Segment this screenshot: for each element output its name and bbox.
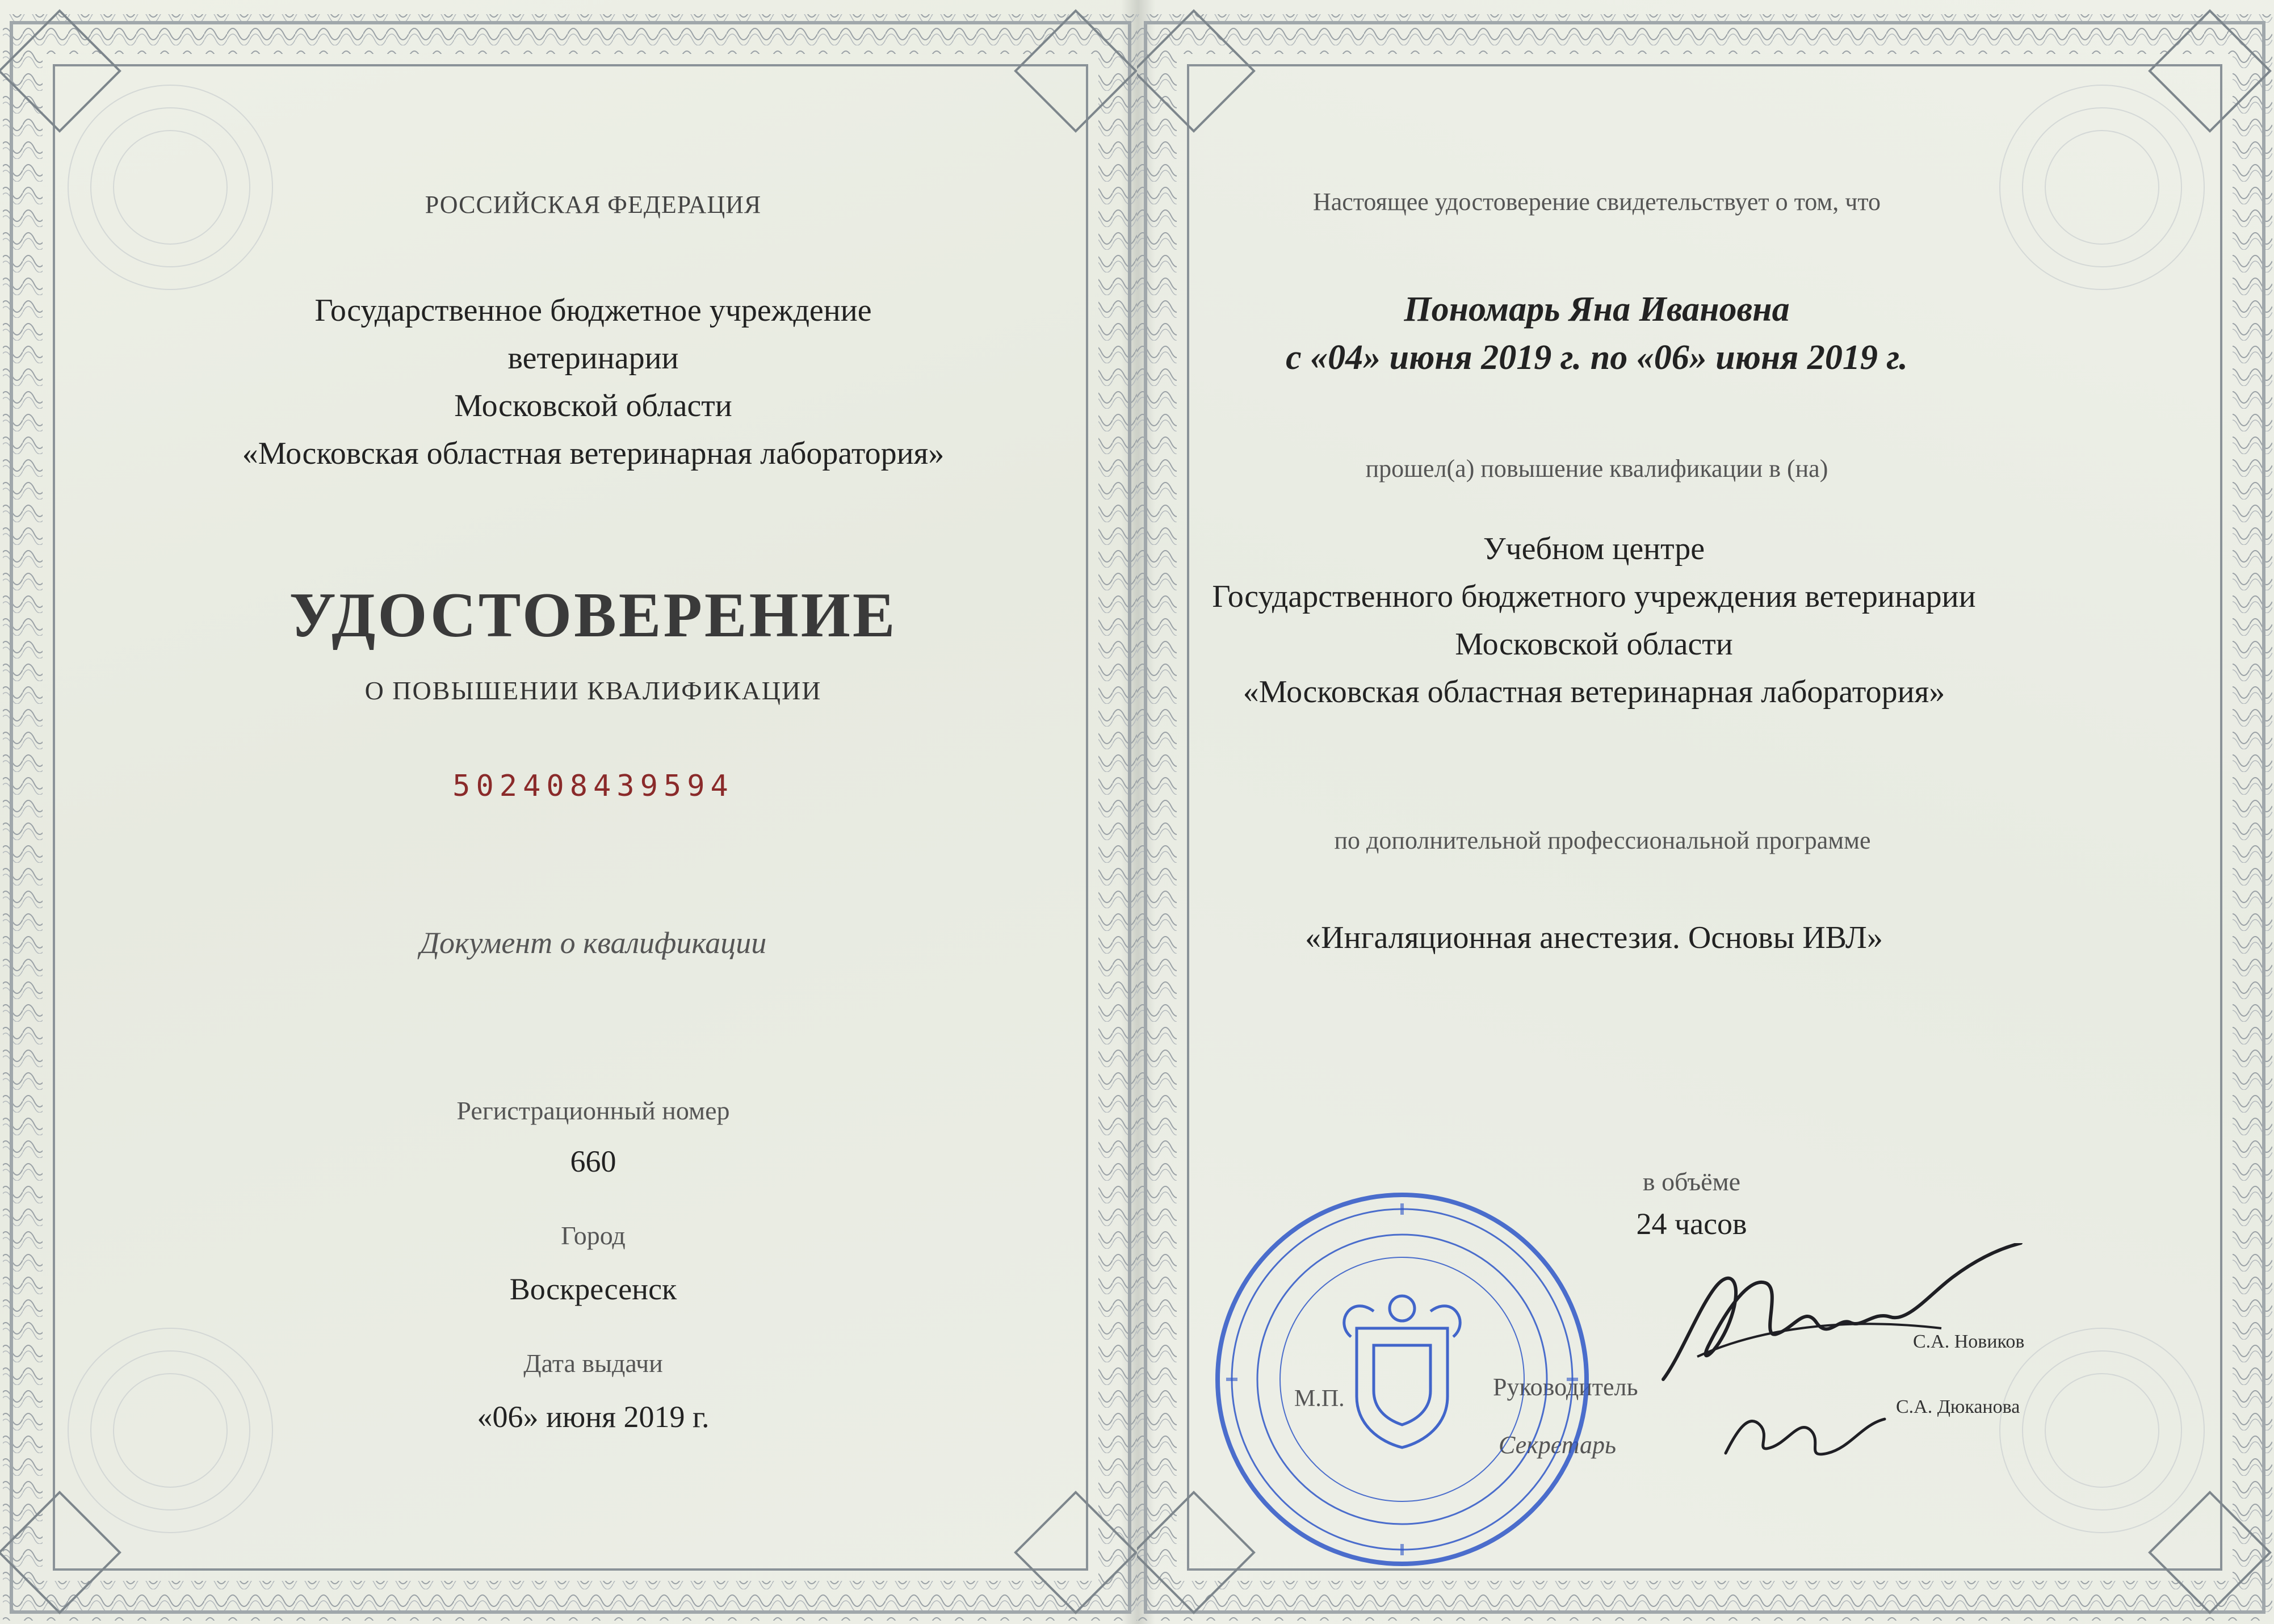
certificate-intro: Настоящее удостоверение свидетельствует о том, что xyxy=(1312,188,1881,216)
signature-icon xyxy=(1646,1243,2044,1402)
registration-label: Регистрационный номер xyxy=(456,1096,730,1125)
issuing-organization xyxy=(0,287,1186,477)
head-label: Руководитель xyxy=(1493,1373,1638,1401)
registration-number: 660 xyxy=(570,1144,616,1178)
institution-line: Московской области xyxy=(1455,627,1733,662)
program-intro: по дополнительной профессиональной программе xyxy=(1334,826,1871,854)
secretary-name: С.А. Дюканова xyxy=(1896,1396,2020,1417)
institution-line: «Московская областная ветеринарная лаборатория» xyxy=(1243,674,1945,710)
training-institution xyxy=(1137,525,2051,716)
recipient-name: Пономарь Яна Ивановна xyxy=(1404,290,1790,329)
org-line: ветеринарии xyxy=(507,341,679,376)
document-title: УДОСТОВЕРЕНИЕ xyxy=(289,580,897,651)
volume-label: в объёме xyxy=(1642,1167,1741,1196)
institution-line: Учебном центре xyxy=(1483,531,1705,566)
org-line: «Московская областная ветеринарная лаборатория» xyxy=(242,436,945,471)
org-line: Московской области xyxy=(454,388,732,423)
document-type: Документ о квалификации xyxy=(419,926,767,960)
secretary-label: Секретарь xyxy=(1499,1431,1617,1459)
program-name: «Ингаляционная анестезия. Основы ИВЛ» xyxy=(1305,920,1883,955)
signature-icon xyxy=(1714,1385,1907,1470)
completed-text: прошел(а) повышение квалификации в (на) xyxy=(1365,455,1828,482)
training-period: с «04» июня 2019 г. по «06» июня 2019 г. xyxy=(1286,338,1908,377)
stamp-place-label: М.П. xyxy=(1294,1386,1345,1412)
round-seal-icon xyxy=(1203,1181,1601,1578)
document-subtitle: О ПОВЫШЕНИИ КВАЛИФИКАЦИИ xyxy=(364,676,822,705)
city-value: Воскресенск xyxy=(509,1272,677,1306)
volume-value: 24 часов xyxy=(1636,1207,1747,1241)
issue-date-label: Дата выдачи xyxy=(523,1349,663,1378)
page-fold xyxy=(1121,0,1155,1624)
city-label: Город xyxy=(561,1221,626,1250)
serial-number: 502408439594 xyxy=(452,769,734,803)
coat-of-arms-icon xyxy=(1344,1296,1460,1447)
issue-date: «06» июня 2019 г. xyxy=(477,1400,710,1434)
head-name: С.А. Новиков xyxy=(1913,1331,2025,1352)
org-line: Государственное бюджетное учреждение xyxy=(314,293,872,328)
country-name: РОССИЙСКАЯ ФЕДЕРАЦИЯ xyxy=(425,191,762,219)
institution-line: Государственного бюджетного учреждения ветеринарии xyxy=(1212,579,1976,614)
